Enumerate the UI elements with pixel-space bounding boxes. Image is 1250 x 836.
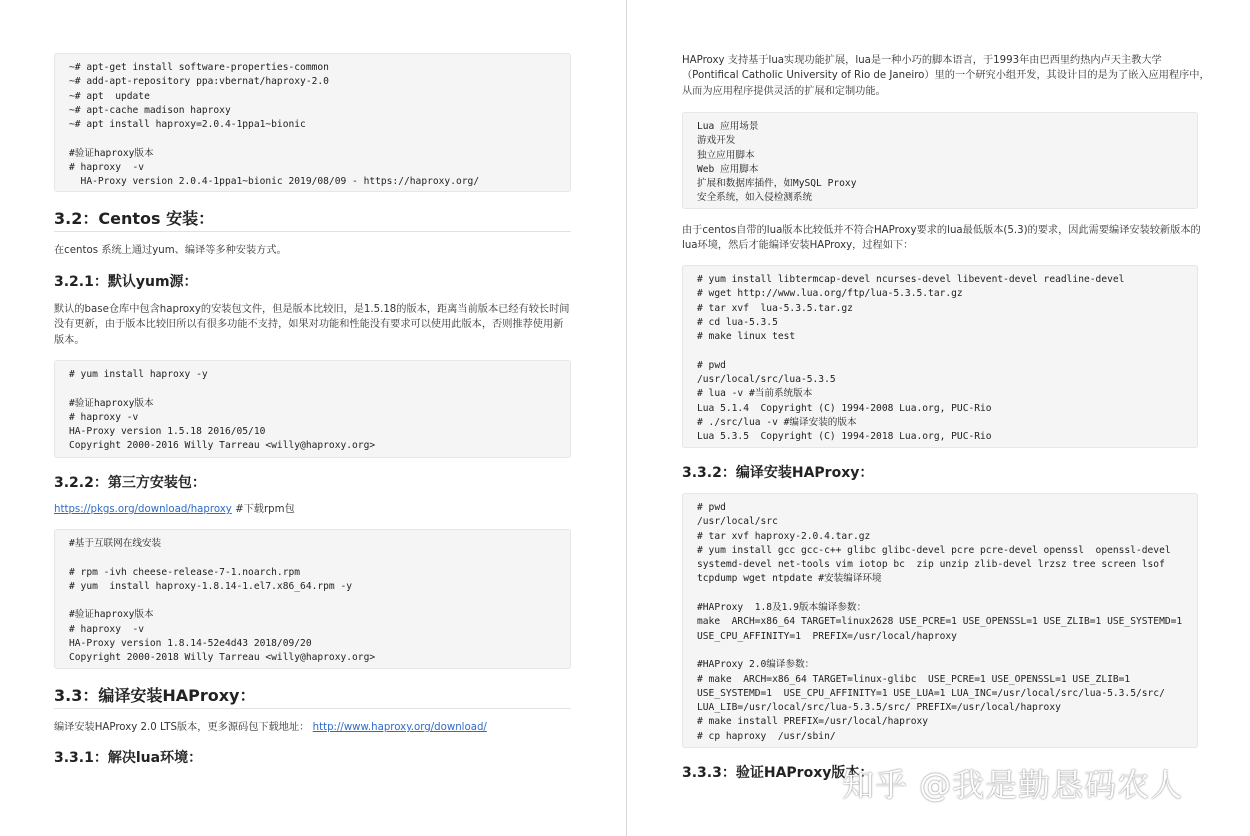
code-line: /usr/local/src/lua-5.3.5 (697, 374, 836, 386)
text-line: 默认的base仓库中包含haproxy的安装包文件，但是版本比较旧，是1.5.18的版本，距离当前版本已经有较长时间 (54, 304, 570, 315)
code-line (69, 594, 556, 608)
zhihu-watermark: 知乎 @我是勤恳码农人 (842, 766, 1184, 804)
code-line: Lua 应用场景 (697, 121, 759, 132)
code-line: make ARCH=x86_64 TARGET=linux2628 USE_PCRE=1 USE_OPENSSL=1 USE_ZLIB=1 USE_SYSTEMD=1 (697, 616, 1183, 628)
code-line (69, 382, 556, 396)
code-line: # haproxy -v (69, 623, 145, 635)
code-line: # lua -v #当前系统版本 (697, 388, 813, 400)
code-line: Lua 5.1.4 Copyright (C) 1994-2008 Lua.org, PUC-Rio (697, 402, 992, 414)
code-line (697, 344, 1183, 358)
code-line: #验证haproxy版本 (69, 397, 154, 409)
code-line: HA-Proxy version 2.0.4-1ppa1~bionic 2019/08/09 - https://haproxy.org/ (69, 176, 480, 188)
paragraph-centos-install: 在centos 系统上通过yum、编译等多种安装方式。 (54, 245, 287, 256)
code-line: 游戏开发 (697, 135, 736, 147)
code-line: # make ARCH=x86_64 TARGET=linux-glibc USE_PCRE=1 USE_OPENSSL=1 USE_ZLIB=1 (697, 673, 1131, 685)
code-line: # cd lua-5.3.5 (697, 316, 778, 328)
right-page (628, 0, 1250, 836)
heading-3-3-1: 3.3.1：解决lua环境： (54, 750, 203, 766)
code-line: 安全系统，如入侵检测系统 (697, 192, 813, 204)
download-rpm-note: #下载rpm包 (231, 504, 295, 515)
code-line (69, 132, 556, 146)
code-line: # haproxy -v (69, 411, 139, 423)
heading-3-3-3: 3.3.3：验证HAProxy版本： (682, 765, 874, 781)
code-line: # yum install haproxy-1.8.14-1.el7.x86_64.rpm -y (69, 580, 353, 592)
code-line: # rpm -ivh cheese-release-7-1.noarch.rpm (69, 566, 301, 578)
code-line: # make linux test (697, 331, 796, 343)
paragraph-compile-install (54, 720, 487, 735)
code-line: Web 应用脚本 (697, 163, 759, 175)
text-line: （Pontifical Catholic University of Rio de Janeiro）里的一个研究小组开发，其设计目的是为了嵌入应用程序中， (682, 70, 1210, 82)
paragraph-lua-intro (682, 53, 1210, 99)
code-line: # yum install gcc gcc-c++ glibc glibc-devel pcre pcre-devel openssl openssl-devel (697, 544, 1171, 556)
code-line: HA-Proxy version 1.8.14-52e4d43 2018/09/20 (69, 638, 312, 650)
heading-3-2: 3.2：Centos 安装： (54, 209, 215, 228)
code-line: #验证haproxy版本 (69, 147, 154, 159)
code-line: # tar xvf lua-5.3.5.tar.gz (697, 302, 853, 314)
code-line: ~# apt update (69, 90, 150, 102)
paragraph-default-yum (54, 302, 569, 348)
text-line: 由于centos自带的lua版本比较低并不符合HAProxy要求的lua最低版本(5.3)的要求，因此需要编译安装较新版本的 (682, 225, 1201, 236)
code-line: # yum install haproxy -y (69, 369, 208, 380)
heading-3-3-2: 3.3.2：编译安装HAProxy： (682, 465, 874, 481)
heading-divider (54, 231, 571, 232)
code-line: #基于互联网在线安装 (69, 538, 162, 549)
haproxy-download-link[interactable]: http://www.haproxy.org/download/ (312, 722, 487, 733)
code-line (697, 644, 1183, 658)
heading-3-2-2: 3.2.2：第三方安装包： (54, 475, 206, 491)
code-line: USE_SYSTEMD=1 USE_CPU_AFFINITY=1 USE_LUA=1 LUA_INC=/usr/local/src/lua-5.3.5/src/ (697, 687, 1165, 699)
code-line (697, 587, 1183, 601)
compile-install-text: 编译安装HAProxy 2.0 LTS版本，更多源码包下载地址： (54, 722, 310, 733)
code-line: #HAProxy 2.0编译参数： (697, 659, 815, 671)
code-block-yum-install (54, 360, 571, 458)
code-line: #HAProxy 1.8及1.9版本编译参数： (697, 602, 867, 614)
code-line: 独立应用脚本 (697, 149, 755, 161)
text-line: 版本。 (54, 334, 85, 346)
code-line: systemd-devel net-tools vim iotop bc zip unzip zlib-devel lrzsz tree screen lsof (697, 559, 1165, 571)
text-line: 从而为应用程序提供灵活的扩展和定制功能。 (682, 85, 886, 97)
code-line: # haproxy -v (69, 162, 145, 174)
code-line: ~# apt-get install software-properties-common (69, 62, 329, 73)
code-line: #验证haproxy版本 (69, 609, 154, 621)
text-line: lua环境，然后才能编译安装HAProxy，过程如下： (682, 240, 914, 252)
code-line: # ./src/lua -v #编译安装的版本 (697, 416, 857, 428)
code-line: Copyright 2000-2018 Willy Tarreau <willy@haproxy.org> (69, 652, 376, 664)
text-line: 没有更新，由于版本比较旧所以有很多功能不支持，如果对功能和性能没有要求可以使用此版本，否则推荐使用新 (54, 319, 564, 331)
code-line: HA-Proxy version 1.5.18 2016/05/10 (69, 426, 266, 438)
code-line: # wget http://www.lua.org/ftp/lua-5.3.5.tar.gz (697, 288, 963, 300)
paragraph-third-party (54, 502, 295, 517)
code-line: USE_CPU_AFFINITY=1 PREFIX=/usr/local/haproxy (697, 630, 957, 642)
code-line: # yum install libtermcap-devel ncurses-devel libevent-devel readline-devel (697, 274, 1125, 285)
heading-3-2-1: 3.2.1：默认yum源： (54, 274, 198, 290)
code-line: ~# add-apt-repository ppa:vbernat/haproxy-2.0 (69, 76, 329, 88)
code-line: # cp haproxy /usr/sbin/ (697, 730, 836, 742)
paragraph-lua-version (682, 223, 1201, 254)
page-divider (626, 0, 627, 836)
code-line: /usr/local/src (697, 516, 778, 528)
code-block-lua-compile (682, 265, 1198, 448)
code-line: # make install PREFIX=/usr/local/haproxy (697, 716, 929, 728)
heading-divider (54, 708, 571, 709)
code-line: # pwd (697, 359, 726, 371)
code-block-lua-scenarios (682, 112, 1198, 209)
code-block-rpm-install (54, 529, 571, 669)
code-block-apt-install (54, 53, 571, 192)
code-line: ~# apt-cache madison haproxy (69, 104, 231, 116)
heading-3-3: 3.3：编译安装HAProxy： (54, 686, 256, 705)
code-line: Lua 5.3.5 Copyright (C) 1994-2018 Lua.org, PUC-Rio (697, 431, 992, 443)
pkgs-download-link[interactable]: https://pkgs.org/download/haproxy (54, 504, 232, 515)
text-line: HAProxy 支持基于lua实现功能扩展，lua是一种小巧的脚本语言，于1993年由巴西里约热内卢天主教大学 (682, 55, 1162, 66)
code-line: # tar xvf haproxy-2.0.4.tar.gz (697, 530, 871, 542)
code-line (69, 551, 556, 565)
code-line: 扩展和数据库插件，如MySQL Proxy (697, 178, 857, 190)
code-line: # pwd (697, 502, 726, 513)
code-line: tcpdump wget ntpdate #安装编译环境 (697, 573, 882, 585)
code-line: ~# apt install haproxy=2.0.4-1ppa1~bionic (69, 119, 306, 131)
code-block-haproxy-compile (682, 493, 1198, 748)
code-line: Copyright 2000-2016 Willy Tarreau <willy@haproxy.org> (69, 440, 376, 452)
code-line: LUA_LIB=/usr/local/src/lua-5.3.5/src/ PREFIX=/usr/local/haproxy (697, 702, 1061, 714)
